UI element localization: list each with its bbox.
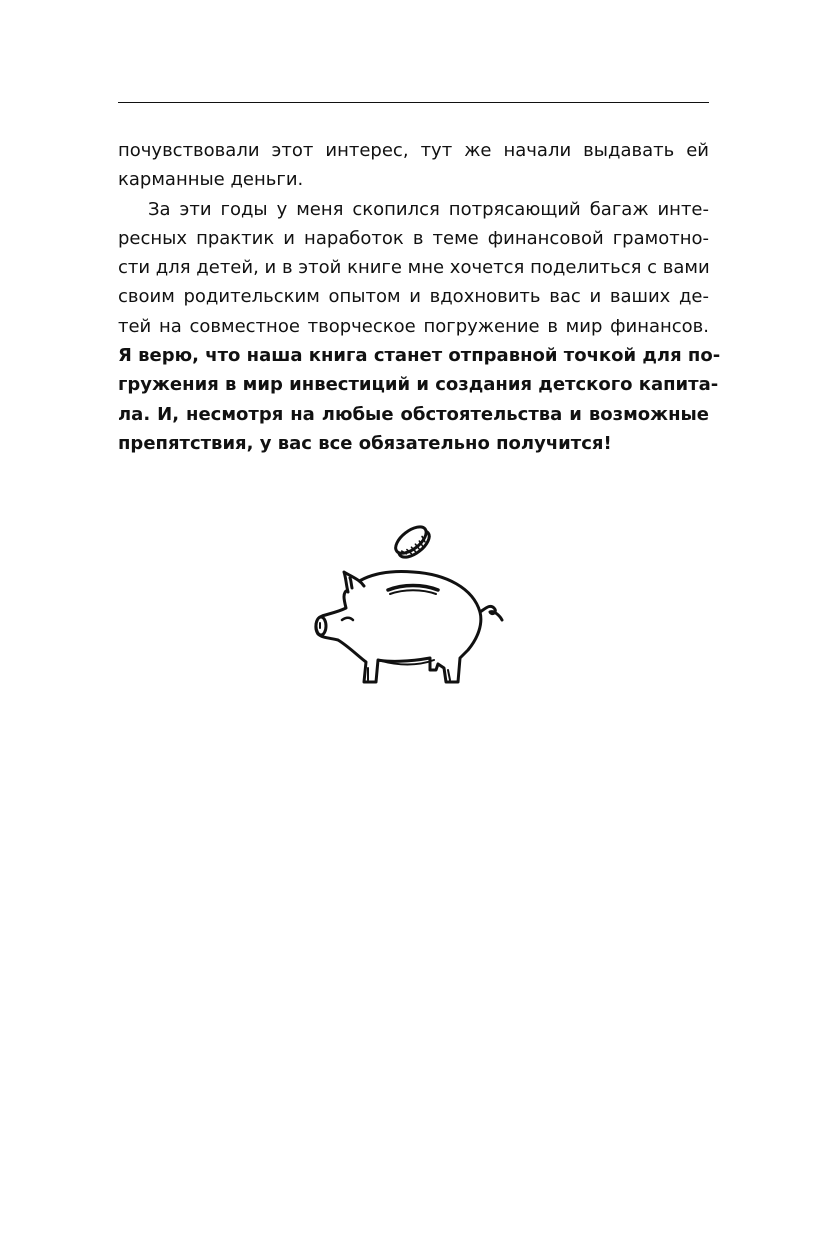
- paragraph-continuation: [118, 136, 709, 195]
- text-line: ла. И, несмотря на любые обстоятельства и возможные: [118, 403, 709, 425]
- header-rule: [118, 102, 709, 103]
- text-line: ресных практик и наработок в теме финансовой грамотно-: [118, 227, 709, 249]
- text-line: Я верю, что наша книга станет отправной точкой для по-: [118, 345, 721, 367]
- body-text: [118, 136, 721, 458]
- text-line: своим родительским опытом и вдохновить вас и ваших де-: [118, 286, 709, 308]
- text-line: За эти годы у меня скопился потрясающий багаж инте-: [148, 198, 709, 220]
- text-line: препятствия, у вас все обязательно получится!: [118, 432, 612, 454]
- text-line: почувствовали этот интерес, тут же начали выдавать ей: [118, 140, 709, 161]
- piggy-bank-with-coin-icon: [308, 520, 508, 692]
- text-line: сти для детей, и в этой книге мне хочется поделиться с вами: [118, 257, 710, 279]
- text-line: карманные деньги.: [118, 169, 304, 191]
- text-line: тей на совместное творческое погружение в мир финансов.: [118, 315, 709, 337]
- coin-icon: [391, 522, 434, 562]
- text-line: гружения в мир инвестиций и создания детского капита-: [118, 374, 719, 396]
- paragraph-experience: [118, 195, 709, 341]
- paragraph-belief: [118, 341, 721, 458]
